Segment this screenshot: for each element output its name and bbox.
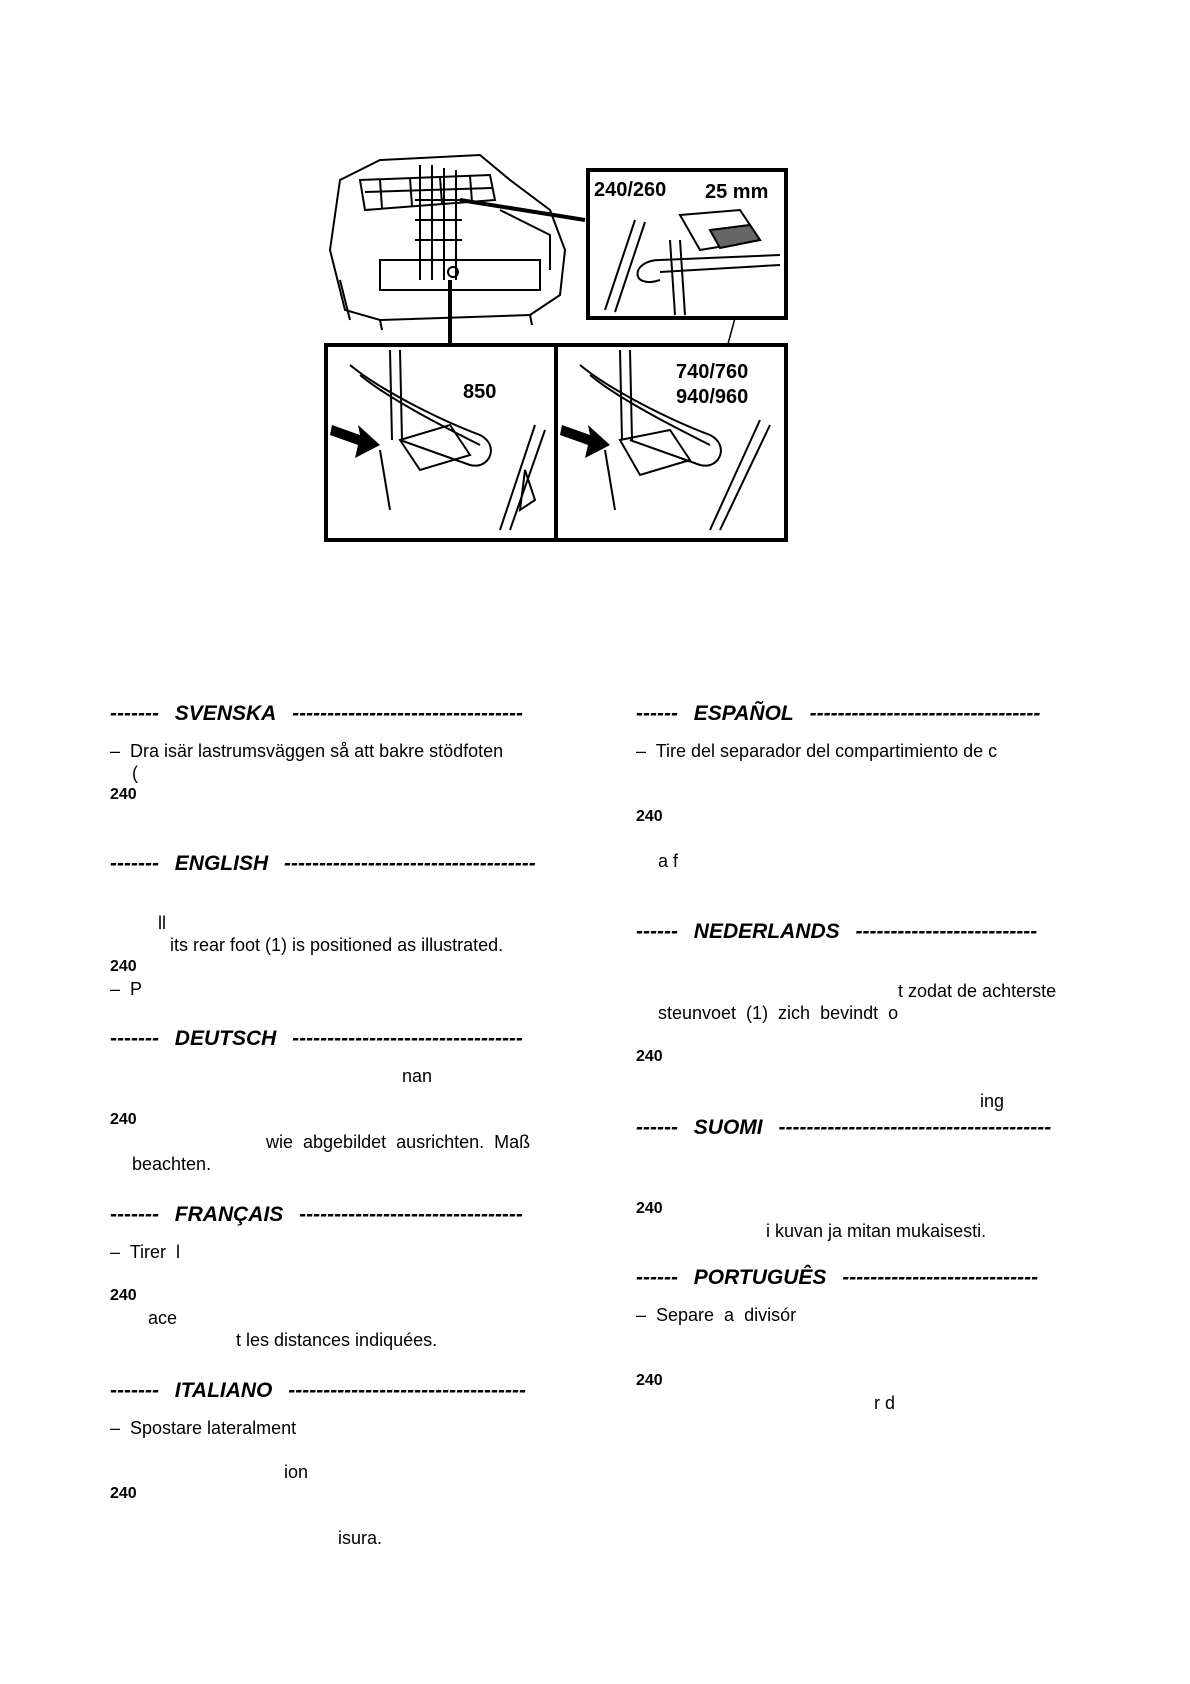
- deutsch-model: 240: [110, 1111, 137, 1128]
- inset-850-label: 850: [463, 381, 497, 403]
- suomi-model: 240: [636, 1200, 663, 1217]
- deutsch-line-2: wie abgebildet ausrichten. Maß: [266, 1132, 531, 1152]
- inset-top-measure: 25 mm: [705, 181, 769, 203]
- heading-italiano: ------- ITALIANO ----------------------------------: [110, 1379, 527, 1402]
- portugues-line-1: – Separe a divisór: [636, 1305, 797, 1325]
- nederlands-model: 240: [636, 1048, 663, 1065]
- heading-nederlands: ------ NEDERLANDS --------------------------: [636, 920, 1038, 943]
- heading-suomi: ------ SUOMI ---------------------------------------: [636, 1116, 1052, 1139]
- heading-espanol: ------ ESPAÑOL ---------------------------------: [636, 702, 1041, 725]
- portugues-line-2: r d: [874, 1393, 896, 1413]
- inset-right-label-2: 940/960: [676, 386, 749, 408]
- section-portugues: [636, 1264, 1106, 1414]
- english-line-3: – P: [110, 979, 143, 999]
- deutsch-line-3: beachten.: [132, 1154, 212, 1174]
- section-nederlands: [636, 918, 1106, 1114]
- car-rear-drawing: [330, 155, 585, 330]
- heading-francais: ------- FRANÇAIS --------------------------------: [110, 1203, 523, 1226]
- italiano-line-1: – Spostare lateralment: [110, 1418, 297, 1438]
- francais-line-3: t les distances indiquées.: [236, 1330, 438, 1350]
- section-espanol: [636, 700, 1106, 918]
- svenska-line-1: – Dra isär lastrumsväggen så att bakre stödfoten: [110, 741, 504, 761]
- section-italiano: [110, 1377, 580, 1557]
- francais-line-2: ace: [148, 1308, 178, 1328]
- english-line-1: ll: [158, 913, 166, 933]
- nederlands-line-2: steunvoet (1) zich bevindt o: [658, 1003, 899, 1023]
- right-column: [636, 700, 1106, 1414]
- english-model: 240: [110, 958, 137, 975]
- nederlands-line-3: ing: [980, 1091, 1005, 1111]
- section-svenska: [110, 700, 580, 850]
- section-francais: [110, 1201, 580, 1377]
- portugues-model: 240: [636, 1372, 663, 1389]
- heading-portugues: ------ PORTUGUÊS ----------------------------: [636, 1266, 1039, 1289]
- inset-top-label: 240/260: [594, 179, 667, 201]
- section-deutsch: [110, 1025, 580, 1201]
- installation-illustration: [320, 140, 800, 600]
- heading-english: ------- ENGLISH ------------------------------------: [110, 852, 536, 875]
- english-line-2: its rear foot (1) is positioned as illustrated.: [170, 935, 504, 955]
- heading-deutsch: ------- DEUTSCH ---------------------------------: [110, 1027, 523, 1050]
- espanol-line-2: a f: [658, 851, 679, 871]
- svenska-model: 240: [110, 786, 137, 803]
- section-suomi: [636, 1114, 1106, 1264]
- italiano-line-3: isura.: [338, 1528, 383, 1548]
- francais-line-1: – Tirer l: [110, 1242, 181, 1262]
- espanol-line-1: – Tire del separador del compartimiento de c: [636, 741, 998, 761]
- inset-right-label-1: 740/760: [676, 361, 749, 383]
- section-english: [110, 850, 580, 1025]
- italiano-line-2: ion: [284, 1462, 309, 1482]
- suomi-line-1: i kuvan ja mitan mukaisesti.: [766, 1221, 987, 1241]
- svenska-line-2: (: [132, 763, 138, 783]
- left-column: [110, 700, 580, 1557]
- deutsch-line-1: nan: [402, 1066, 433, 1086]
- illustration-svg: [320, 140, 800, 600]
- italiano-model: 240: [110, 1485, 137, 1502]
- espanol-model: 240: [636, 808, 663, 825]
- francais-model: 240: [110, 1287, 137, 1304]
- nederlands-line-1: t zodat de achterste: [898, 981, 1057, 1001]
- heading-svenska: ------- SVENSKA ---------------------------------: [110, 702, 523, 725]
